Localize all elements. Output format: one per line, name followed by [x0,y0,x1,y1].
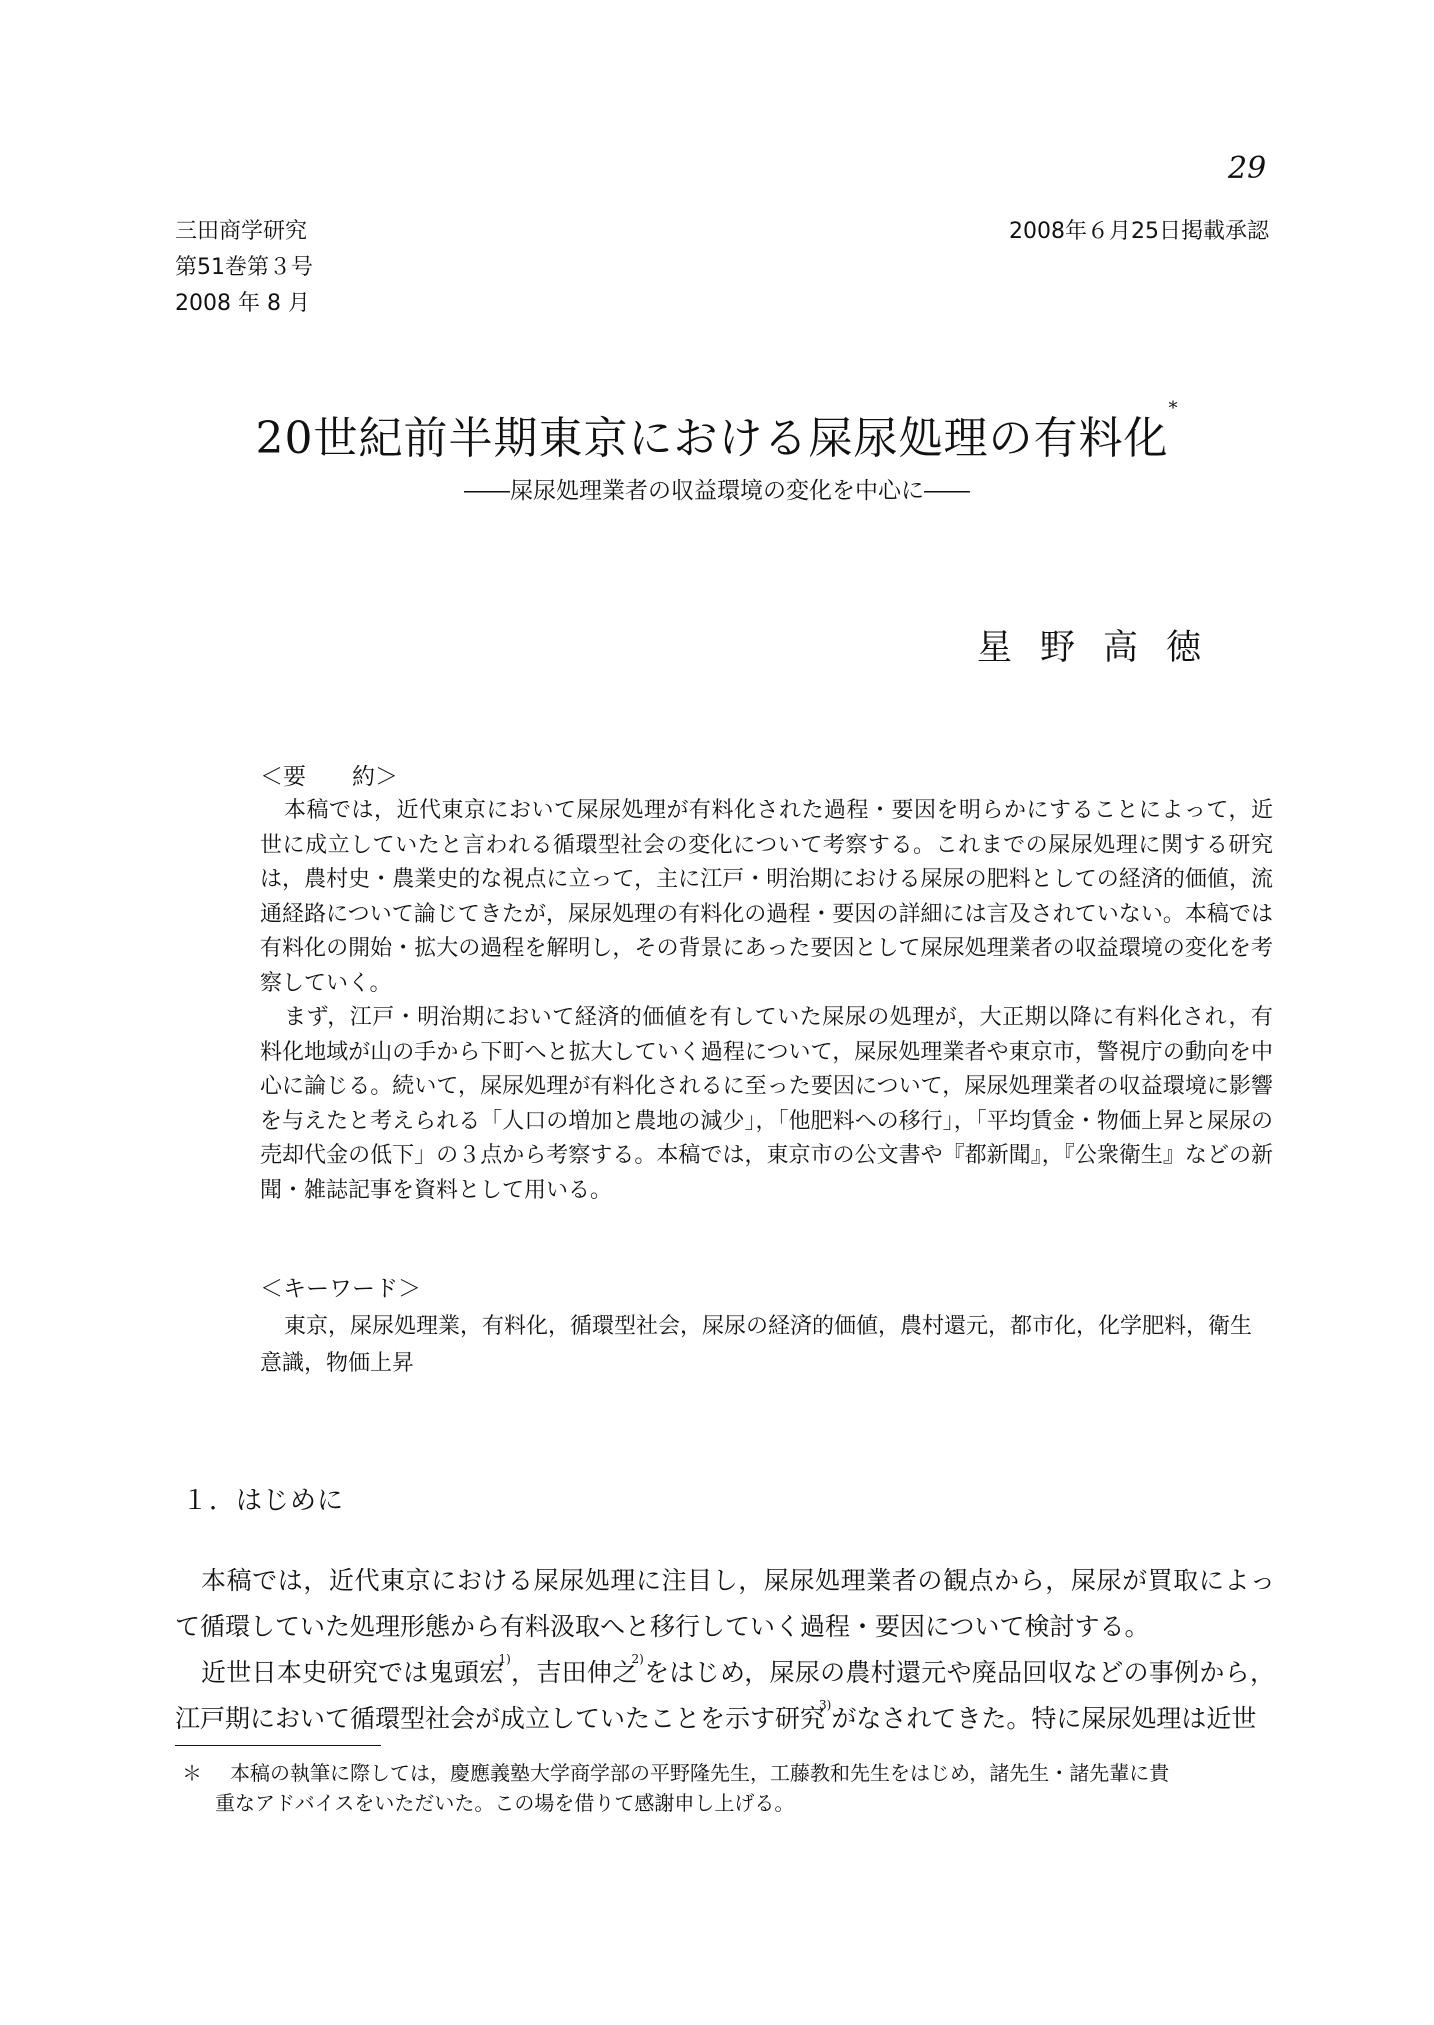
keywords-heading: ＜キーワード＞ [260,1276,421,1302]
footnote-line: 重なアドバイスをいただいた。この場を借りて感謝申し上げる。 [215,1791,795,1815]
section-body [175,1558,1275,1742]
body-paragraph: 近世日本史研究では鬼頭宏$^{1)}$，吉田伸之$^{2)}$をはじめ，屎尿の農村還元や廃品回収などの事例から，江戸期において循環型社会が成立していたことを示す研究$^{3)}$がなされてきた。特に屎尿処理は近世 [175,1652,1275,1733]
title-text: 20世紀前半期東京における屎尿処理の有料化 [255,413,1169,464]
title-footnote-mark: * [1168,398,1179,419]
footnote-ref[interactable]: 1) [498,1652,511,1666]
accepted-date: 2008年６月25日掲載承認 [1009,219,1269,244]
author-name: 星野高徳 [976,628,1229,668]
abstract-paragraph: 本稿では，近代東京において屎尿処理が有料化された過程・要因を明らかにすることによって，近世に成立していたと言われる循環型社会の変化について考察する。これまでの屎尿処理に関する研究は，農村史・農業史的な視点に立って，主に江戸・明治期における屎尿の肥料としての経済的価値，流通経路について論じてきたが，屎尿処理の有料化の過程・要因の詳細には言及されていない。本稿では有料化の開始・拡大の過程を解明し，その背景にあった要因として屎尿処理業者の収益環境の変化を考察していく。 [260,798,1273,996]
footnote-mark: ＊ [182,1761,202,1785]
footnote-line: 本稿の執筆に際しては，慶應義塾大学商学部の平野隆先生，工藤教和先生をはじめ，諸先生・諸先輩に貴 [230,1761,1170,1785]
journal-meta [175,214,313,322]
page-number: 29 [1228,151,1267,186]
paper-title [0,398,1434,466]
paper-subtitle: ――屎尿処理業者の収益環境の変化を中心に―― [464,478,970,504]
footnote-ref[interactable]: 3) [819,1698,832,1712]
section-heading: １．はじめに [182,1486,345,1516]
abstract-heading: ＜要 約＞ [260,764,398,790]
abstract-body [260,794,1273,1208]
footnote-divider [175,1745,381,1746]
keywords-text: 東京，屎尿処理業，有料化，循環型社会，屎尿の経済的価値，農村還元，都市化，化学肥料，衛生意識，物価上昇 [260,1314,1253,1376]
journal-name: 三田商学研究 [175,219,308,244]
body-paragraph: 本稿では，近代東京における屎尿処理に注目し，屎尿処理業者の観点から，屎尿が買取によって循環していた処理形態から有料汲取へと移行していく過程・要因について検討する。 [175,1566,1275,1641]
footnote-ref[interactable]: 2) [631,1652,644,1666]
abstract-paragraph: まず，江戸・明治期において経済的価値を有していた屎尿の処理が，大正期以降に有料化され，有料化地域が山の手から下町へと拡大していく過程について，屎尿処理業者や東京市，警視庁の動向を中心に論じる。続いて，屎尿処理が有料化されるに至った要因について，屎尿処理業者の収益環境に影響を与えたと考えられる「人口の増加と農地の減少」，「他肥料への移行」，「平均賃金・物価上昇と屎尿の売却代金の低下」の３点から考察する。本稿では，東京市の公文書や『都新聞』，『公衆衛生』などの新聞・雑誌記事を資料として用いる。 [260,1005,1273,1203]
footnote [182,1758,1169,1818]
journal-volume: 第51巻第３号 [175,255,313,280]
journal-date: 2008 年 8 月 [175,291,310,316]
